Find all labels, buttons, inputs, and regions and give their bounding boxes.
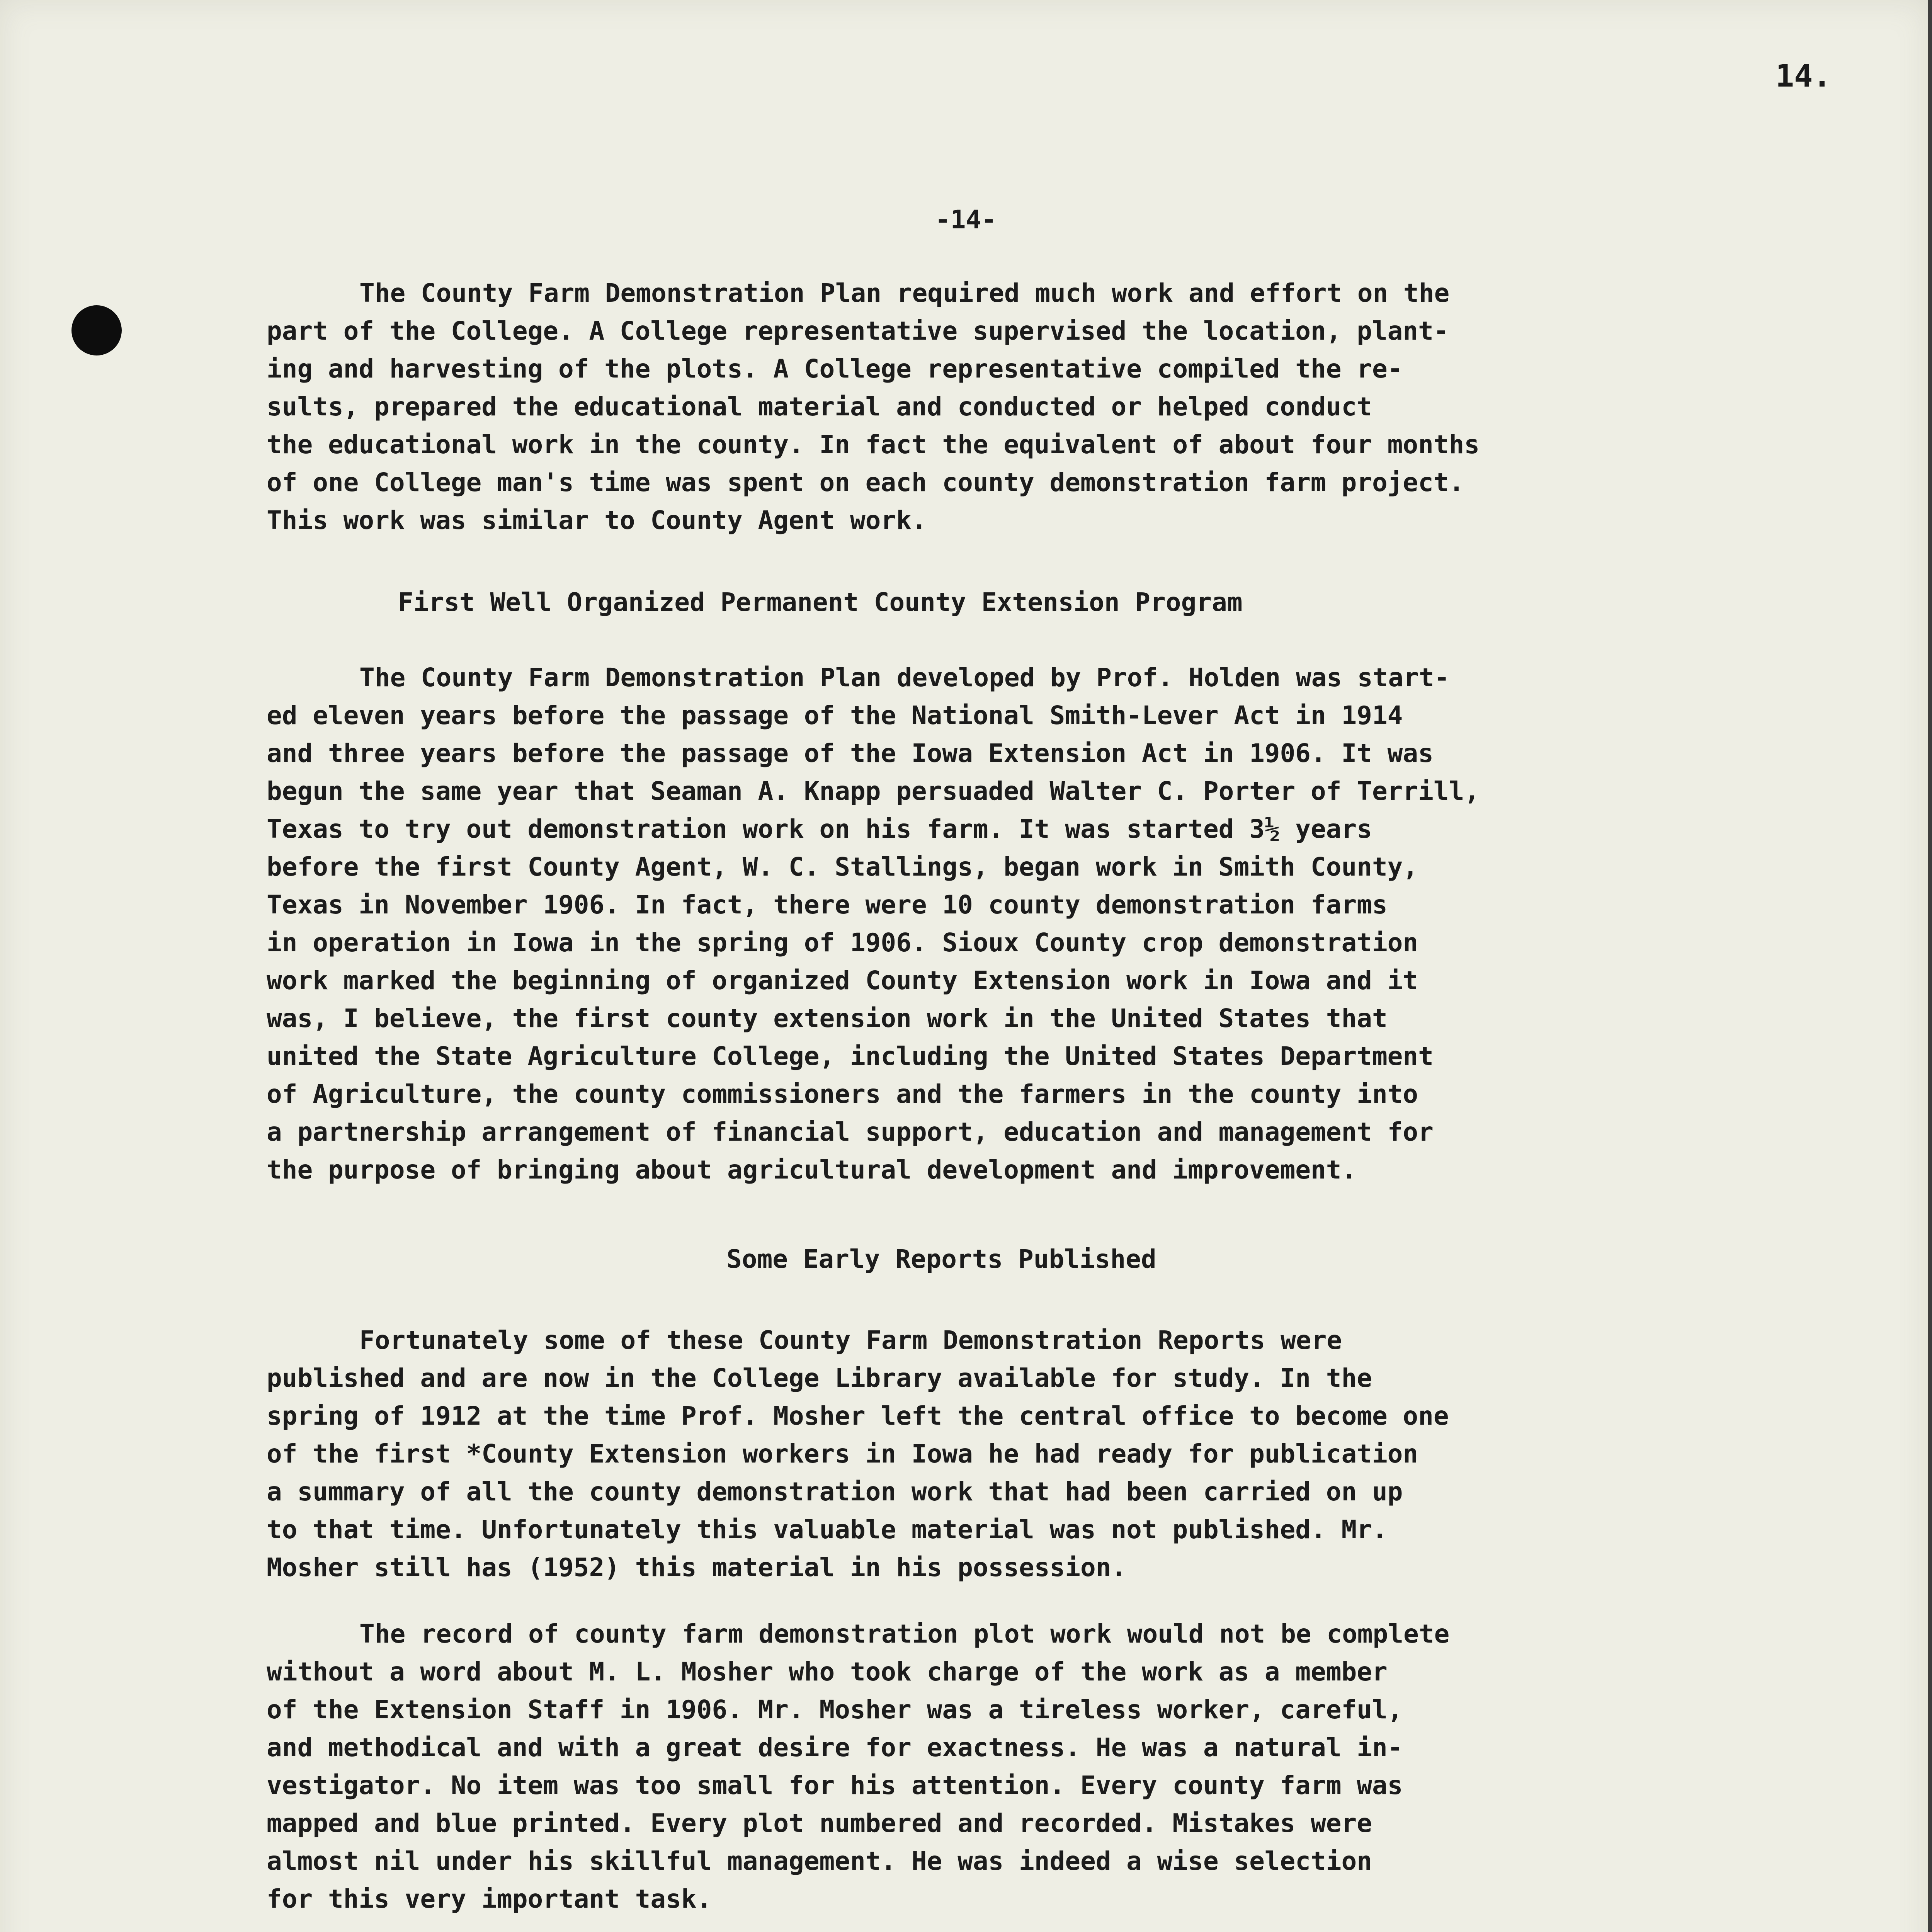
paragraph-reports: Fortunately some of these County Farm Demonstration Reports were published and are now in the College Library available for study. In the spring of 1912 at the time Prof. Mosher left the central office to become one of the first *County Extension workers in Iowa he had ready for publication a summary of all the county demonstration work that had been carried on up to that time. Unfortunately this valuable material was not published. Mr. Mosher still has (1952) this material in his possession.: [267, 1325, 1449, 1582]
paragraph-county-plan: The County Farm Demonstration Plan developed by Prof. Holden was start- ed eleven years before the passage of the National Smith-Lever Act in 1914 and three years before the passage of the Iowa Extension Act in 1906. It was begun the same year that Seaman A. Knapp persuaded Walter C. Porter of Terrill, Texas to try out demonstration work on his farm. It was started 3½ years before the first County Agent, W. C. Stallings, began work in Smith County, Texas in November 1906. In fact, there were 10 county demonstration farms in operation in Iowa in the spring of 1906. Sioux County crop demonstration work marked the beginning of organized County Extension work in Iowa and it was, I believe, the first county extension work in the United States that united the State Agriculture College, including the United States Department of Agriculture, the county commissioners and the farmers in the county into a partnership arrangement of financial support, education and management for the purpose of bringing about agricultural development and improvement.: [267, 663, 1480, 1185]
paragraph-intro: The County Farm Demonstration Plan required much work and effort on the part of the College. A College representative supervised the location, plant- ing and harvesting of the plots. A College representative compiled the re- sults, prepared the educational material and conducted or helped conduct the educational work in the county. In fact the equivalent of about four months of one College man's time was spent on each county demonstration farm project. This work was similar to County Agent work.: [267, 278, 1480, 535]
page-number-corner: 14.: [1776, 58, 1832, 94]
section-heading-early-reports: Some Early Reports Published: [726, 1244, 1156, 1274]
page-number-centered: -14-: [935, 205, 997, 235]
section-heading-first-program: First Well Organized Permanent County Extension Program: [398, 587, 1243, 617]
punch-hole-top: [71, 305, 122, 355]
paragraph-mosher: The record of county farm demonstration plot work would not be complete without a word about M. L. Mosher who took charge of the work as a member of the Extension Staff in 1906. Mr. Mosher was a tireless worker, careful, and methodical and with a great desire for exactness. He was a natural in- vestigator. No item was too small for his attention. Every county farm was mapped and blue printed. Every plot numbered and recorded. Mistakes were almost nil under his skillful management. He was indeed a wise selection for this very important task.: [267, 1619, 1450, 1914]
